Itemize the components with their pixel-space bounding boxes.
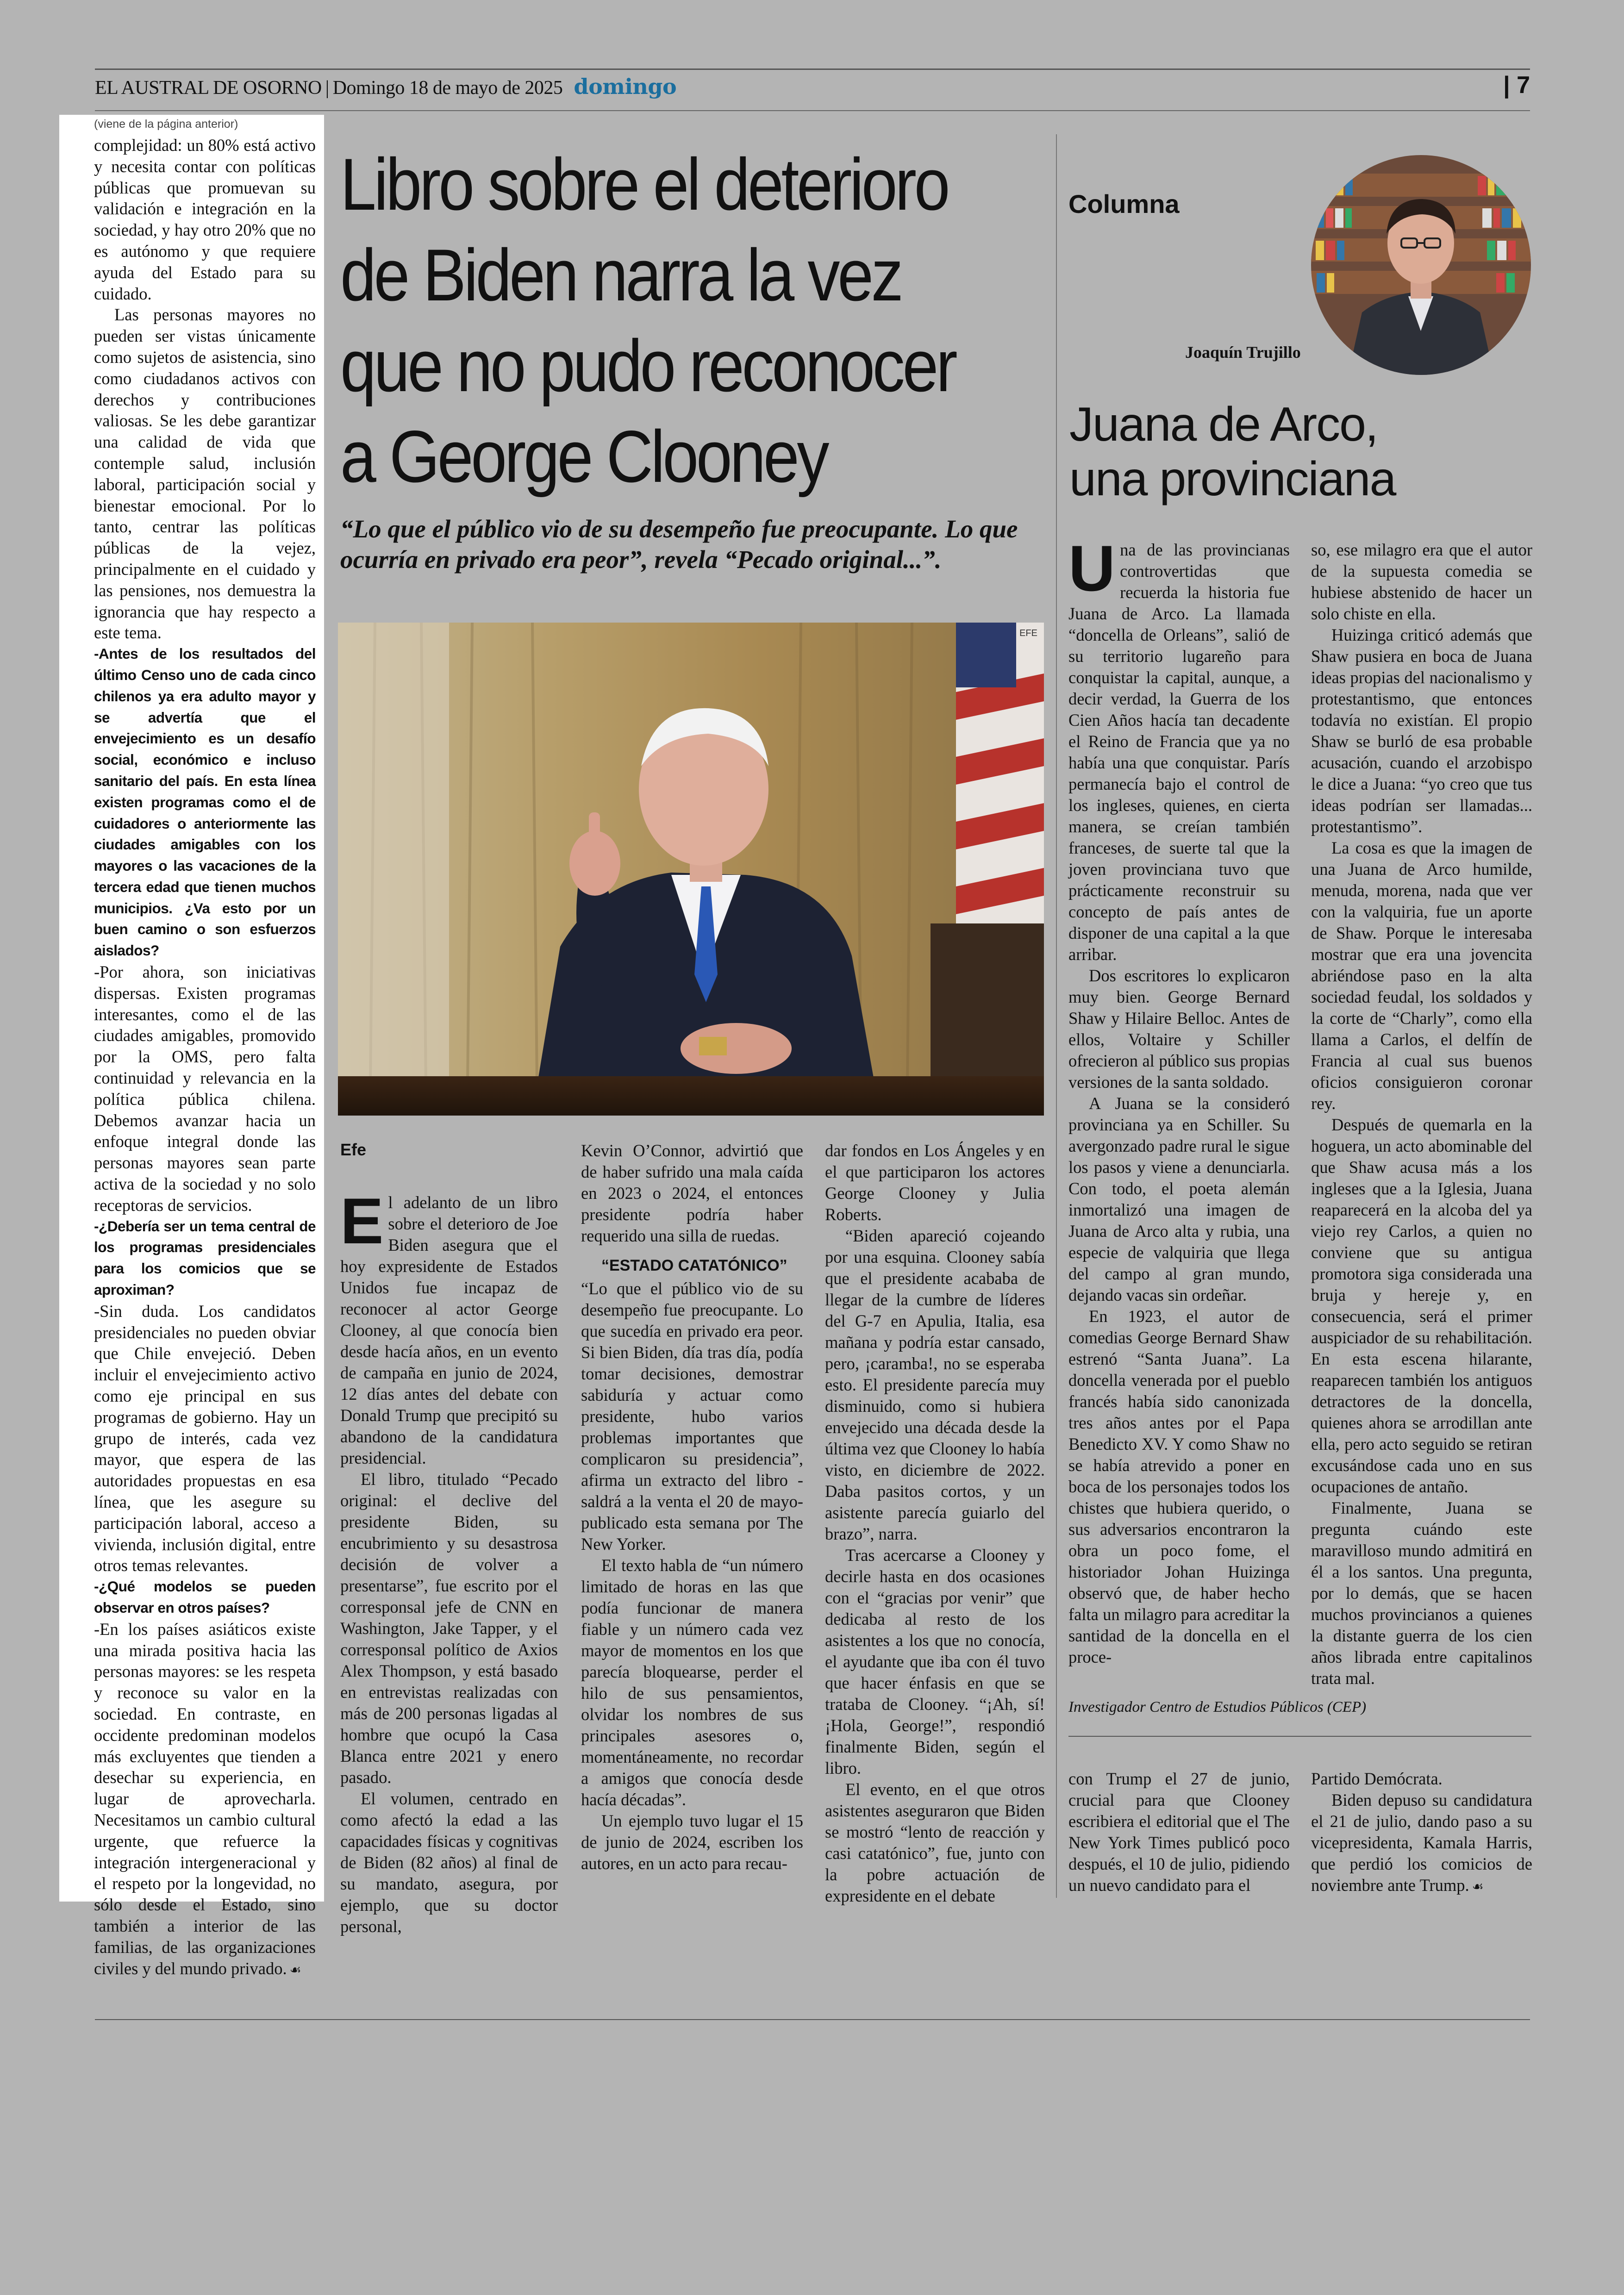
column-divider (1056, 134, 1057, 1898)
page-bottom-rule (95, 2019, 1530, 2020)
article-paragraph: “Biden apareció cojeando por una esquina. Clooney sabía que el presidente acababa de llegar de la cumbre de líderes del G-7 en Apulia, Italia, esa mañana y podría estar cansado, pero, ¡caramba!, no se esperaba esto. El presidente parecía muy disminuido, como si hubiera envejecido una década desde la última vez que Clooney lo había visto, en diciembre de 2022. Daba pasitos cortos, y un asistente parecía guiarlo del brazo”, narra. (825, 1226, 1045, 1543)
column-paragraph: En 1923, el autor de comedias George Bernard Shaw estrenó “Santa Juana”. La doncella venerada por el pueblo francés había sido canonizada tres años antes por el Papa Benedicto XV. Y como Shaw no se había atrevido a poner en boca de los personajes todos los chistes que hubiera querido, o sus adversarios encontraron la obra un poco fome, el historiador Johan Huizinga observó que, de haber hecho falta un milagro para acreditar la santidad de la doncella en el proce- (1068, 1307, 1290, 1666)
column-title (1069, 397, 1395, 506)
photo-credit: EFE (1019, 628, 1037, 638)
issue-date: Domingo 18 de mayo de 2025 (332, 77, 563, 99)
column-paragraph: so, ese milagro era que el autor de la supuesta comedia se hubiese abstenido de hacer un solo chiste en ella. (1311, 540, 1532, 623)
headline-line: que no pudo reconocer (340, 324, 956, 407)
page-header (95, 60, 1530, 102)
column-paragraph: A Juana se la consideró provinciana ya en Schiller. Su avergonzado padre rural le sigue los pasos y viene a denunciarla. Con todo, el poeta alemán inmortalizó una imagen de Juana de Arco alta y rubia, una especie de valquiria que llega del campo al gran mundo, dejando vacas sin ordeñar. (1068, 1094, 1290, 1304)
article-paragraph: Un ejemplo tuvo lugar el 15 de junio de 2024, escriben los autores, en un acto para recau- (581, 1811, 803, 1873)
biden-photo-illustration (338, 623, 1044, 1116)
article-paragraph: El evento, en el que otros asistentes aseguraron que Biden se mostró “lento de reacción y casi catatónico”, fue, junto con la pobre actuación de expresidente en el debate (825, 1780, 1045, 1905)
interview-question: -¿Qué modelos se pueden observar en otros países? (94, 1578, 316, 1616)
interview-answer (94, 1619, 316, 1981)
article-byline: Efe (340, 1140, 367, 1159)
column-paragraph: La cosa es que la imagen de una Juana de Arco humilde, menuda, morena, nada que ver con la valquiria, fue un aporte de Shaw. Porque le interesaba mostrar que era una jovencita abriéndose paso en la alta sociedad feudal, los soldados y la corte de “Charly”, como ella llama a Carlos, el delfín de Francia al cual sus buenos oficios consiguieron coronar rey. (1311, 838, 1532, 1113)
author-portrait (1311, 155, 1531, 375)
column-title-line: Juana de Arco, (1069, 398, 1378, 451)
masthead (95, 74, 676, 99)
continued-interview-column (59, 115, 324, 1978)
article-paragraph: Partido Demócrata. (1311, 1769, 1443, 1788)
column-paragraph (1068, 532, 1290, 965)
column-title-line: una provinciana (1069, 452, 1396, 506)
masthead-separator: | (325, 77, 329, 99)
continued-note: (viene de la página anterior) (94, 118, 238, 131)
paper-name: EL AUSTRAL DE OSORNO (95, 77, 322, 99)
interview-question: -Antes de los resultados del último Censo uno de cada cinco chilenos ya era adulto mayor y se advertía que el envejecimiento es un desafío social, económico e incluso sanitario del país. En esta línea existen programas como el de cuidadores o anteriormente las ciudades amigables con los mayores o las vacaciones de la tercera edad que tienen muchos municipios. ¿Va esto por un buen camino o son esfuerzos aislados? (94, 645, 316, 959)
headline-line: a George Clooney (340, 415, 827, 498)
column-text-2 (1311, 539, 1532, 1689)
headline-line: de Biden narra la vez (340, 234, 901, 316)
article-column-3 (825, 1140, 1045, 1907)
end-mark-icon: ☙ (1472, 1879, 1484, 1894)
article-column-2 (581, 1140, 803, 1874)
interview-answer: -Por ahora, son iniciativas dispersas. Existen programas interesantes, como el de las ciudades amigables, promovido por la OMS, pero falta continuidad y relevancia en la política pública chilena. Debemos avanzar hacia un enfoque integral donde las personas mayores sean parte activa de la sociedad y no solo receptoras de servicios. (94, 962, 316, 1215)
column-label: Columna (1068, 189, 1180, 218)
column-bottom-rule (1068, 1736, 1531, 1737)
article-photo (338, 623, 1044, 1116)
author-portrait-illustration (1311, 155, 1531, 375)
article-paragraph: El texto habla de “un número limitado de horas en las que podía funcionar de manera fiable y un número cada vez mayor de momentos en los que parecía bloquearse, perder el hilo de sus pensamientos, olvidar los nombres de sus principales asesores o, momentáneamente, no recordar a amigos que conocía desde hacía décadas”. (581, 1556, 803, 1809)
article-paragraph-text: Biden depuso su candidatura el 21 de julio, dando paso a su vicepresidenta, Kamala Harris, que perdió los comicios de noviembre ante Trump. (1311, 1790, 1532, 1895)
interview-answer-text: -En los países asiáticos existe una mirada positiva hacia las personas mayores: se les respeta y reconoce su valor en la sociedad. En contraste, en occidente predominan modelos más excluyentes que tienden a desechar su experiencia, en lugar de aprovecharla. Necesitamos un cambio cultural urgente, que refuerce la integración intergeneracional y el respeto por la longevidad, no sólo desde el Estado, sino también a interior de las familias, de las organizaciones civiles y del mundo privado. (94, 1619, 316, 1978)
article-paragraph (1311, 1790, 1532, 1897)
column-paragraph: Finalmente, Juana se pregunta cuándo este maravilloso mundo admitirá en él a los santos. Una pregunta, por lo demás, que se hacen muchos provincianos a quienes la distante guerra de los cien años librada entre capitalinos trata mal. (1311, 1498, 1532, 1688)
interview-answer: -Sin duda. Los candidatos presidenciales no pueden obviar que Chile envejeció. Deben incluir el envejecimiento activo como eje principal en sus programas de gobierno. Hay un grupo de interés, cada vez mayor, que espera de las autoridades propuestas en esa línea, que les asegure su participación laboral, acceso a vivienda, inclusión digital, entre otros temas relevantes. (94, 1301, 316, 1575)
column-paragraph: Dos escritores lo explicaron muy bien. George Bernard Shaw y Hilaire Belloc. Antes de ellos, Voltaire y Schiller ofrecieron al público sus propias versiones de la santa soldado. (1068, 966, 1290, 1091)
article-paragraph: El volumen, centrado en como afectó la edad a las capacidades físicas y cognitivas de Biden (82 años) al final de su mandato, asegura, por ejemplo, que su doctor personal, (340, 1789, 558, 1936)
article-column-1 (340, 1185, 558, 1937)
article-paragraph: “Lo que el público vio de su desempeño fue preocupante. Lo que sucedía en privado era peor. Si bien Biden, día tras día, podía tomar decisiones, demostrar sabiduría y actuar como presidente, hubo varios problemas importantes que complicaron su presidencia”, afirma un extracto del libro -saldrá a la venta el 20 de mayo- publicado esta semana por The New Yorker. (581, 1279, 803, 1553)
header-rule-bottom (95, 110, 1530, 111)
article-paragraph: Kevin O’Connor, advirtió que de haber sufrido una mala caída en 2023 o 2024, el entonces presidente podría haber requerido una silla de ruedas. (581, 1141, 803, 1245)
article-paragraph-text: l adelanto de un libro sobre el deterioro de Joe Biden asegura que el hoy expresidente de Estados Unidos fue incapaz de reconocer al actor George Clooney, al que conocía bien desde hacía años, en un evento de campaña en junio de 2024, 12 días antes del debate con Donald Trump que precipitó su abandono de la candidatura presidencial. (340, 1193, 558, 1467)
drop-cap: E (340, 1185, 384, 1257)
header-rule-top (95, 69, 1530, 70)
interview-paragraph: complejidad: un 80% está activo y necesita contar con políticas públicas que promuevan su validación e integración en la sociedad, y hay otro 20% que no es autónomo y que requiere ayuda del Estado para su cuidado. (94, 136, 316, 303)
column-paragraph: Huizinga criticó además que Shaw pusiera en boca de Juana ideas propias del nacionalismo y protestantismo, que entonces todavía no existían. El propio Shaw se burló de esa probable acusación, cuando el arzobispo le dice a Juana: “yo creo que tus ideas podrían ser llamadas... protestantismo”. (1311, 625, 1532, 836)
article-paragraph: dar fondos en Los Ángeles y en el que participaron los actores George Clooney y Julia Roberts. (825, 1141, 1045, 1224)
article-paragraph: El libro, titulado “Pecado original: el declive del presidente Biden, su encubrimiento y su desastrosa decisión de volver a presentarse”, fue escrito por el corresponsal jefe de CNN en Washington, Jake Tapper, y el corresponsal político de Axios Alex Thompson, y está basado en entrevistas realizadas con más de 200 personas ligadas al hombre que ocupó la Casa Blanca entre 2021 y enero pasado. (340, 1470, 558, 1787)
page-number: | 7 (1503, 72, 1530, 99)
column-signature: Investigador Centro de Estudios Públicos (CEP) (1068, 1699, 1367, 1715)
article-column-4 (1068, 1768, 1290, 1896)
article-headline (340, 139, 960, 502)
article-paragraph: con Trump el 27 de junio, crucial para que Clooney escribiera el editorial que el The New York Times publicó poco después, el 10 de julio, pidiendo un nuevo candidato para el (1068, 1769, 1290, 1895)
article-subhead: “ESTADO CATATÓNICO” (601, 1257, 787, 1274)
article-paragraph: Tras acercarse a Clooney y decirle hasta en dos ocasiones con el “gracias por venir” que dedicaba al resto de los asistentes a los que no conocía, el ayudante que iba con él tuvo que hacer énfasis en que se trataba de Clooney. “¡Ah, sí! ¡Hola, George!”, respondió finalmente Biden, según el libro. (825, 1546, 1045, 1777)
article-deck: “Lo que el público vio de su desempeño fue preocupante. Lo que ocurría en privado era peor”, revela “Pecado original...”. (340, 515, 1018, 574)
interview-paragraph: Las personas mayores no pueden ser vistas únicamente como sujetos de asistencia, sino como ciudadanos activos con derechos y contribuciones valiosas. Se les debe garantizar una calidad de vida que contemple salud, inclusión laboral, participación social y bienestar emocional. Por lo tanto, centrar las políticas públicas de la vejez, principalmente en el cuidado y las pensiones, nos demuestra la ignorancia que hay respecto a este tema. (94, 305, 316, 642)
article-column-5 (1311, 1768, 1532, 1897)
column-paragraph-text: na de las provincianas controvertidas que recuerda la historia fue Juana de Arco. La llamada “doncella de Orleans”, salió de su territorio lugareño para conquistar la capital, aunque, a decir verdad, la Guerra de los Cien Años hacía tan decadente el Reino de Francia que ya no había una que conquistar. París permanecía bajo el control de los ingleses, quienes, en cierta manera, se creían también franceses, de suerte tal que la joven provinciana tuvo que prácticamente reconstruir su concepto de país antes de disponer de una capital a la que arribar. (1068, 540, 1290, 964)
column-text-1 (1068, 532, 1290, 1668)
drop-cap: U (1068, 532, 1116, 605)
column-author: Joaquín Trujillo (1185, 343, 1301, 362)
article-paragraph (340, 1185, 558, 1469)
column-paragraph: Después de quemarla en la hoguera, un acto abominable del que Shaw acusa más a los ingleses que a la Iglesia, Juana reaparecerá en la alcoba del ya viejo rey Carlos, a quien no conviene que su antigua promotora siga considerada una bruja y hereje y, en consecuencia, será el primer auspiciador de su rehabilitación. En esta escena hilarante, reaparecen también los antiguos detractores de la doncella, quienes ahora se arrodillan ante ella, pero acto seguido se retiran excusándose cada uno en sus ocupaciones de antaño. (1311, 1115, 1532, 1496)
section-name: domingo (574, 74, 677, 99)
interview-question: -¿Debería ser un tema central de los programas presidenciales para los comicios que se aproximan? (94, 1217, 316, 1298)
headline-line: Libro sobre el deterioro (340, 143, 948, 225)
end-mark-icon: ☙ (289, 1962, 301, 1977)
